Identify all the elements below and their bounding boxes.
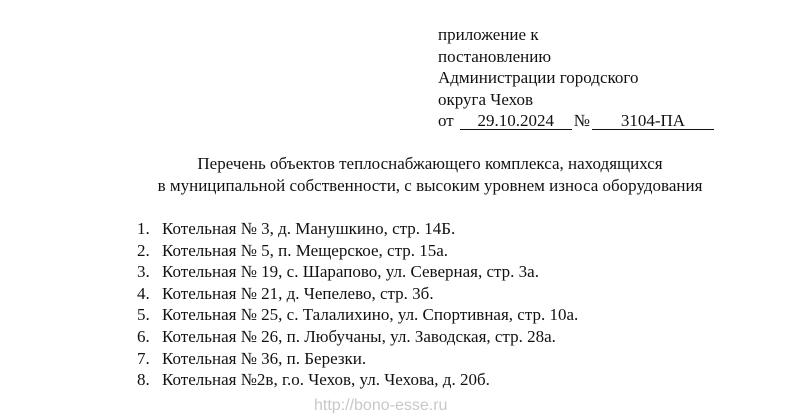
appendix-line-1: приложение к — [438, 25, 539, 44]
list-item-number: 8. — [137, 370, 150, 390]
document-title-line-1: Перечень объектов теплоснабжающего комплекса, находящихся — [197, 154, 663, 173]
list-item-text: Котельная № 25, с. Талалихино, ул. Спортивная, стр. 10а. — [162, 305, 579, 325]
list-item-text: Котельная № 21, д. Чепелево, стр. 3б. — [162, 283, 434, 303]
list-item-number: 6. — [137, 326, 150, 346]
appendix-line-4: округа Чехов — [438, 89, 534, 109]
list-item — [137, 218, 578, 240]
list-item-number: 5. — [137, 305, 150, 325]
appendix-line-2: постановлению — [438, 46, 552, 66]
list-item-text: Котельная № 36, п. Березки. — [162, 348, 367, 368]
boiler-list — [137, 218, 578, 391]
list-item — [137, 348, 578, 370]
list-item-text: Котельная № 5, п. Мещерское, стр. 15а. — [162, 240, 449, 260]
date-prefix: от — [438, 111, 454, 130]
watermark-url: http://bono-esse.ru — [314, 397, 448, 414]
appendix-block — [438, 24, 714, 132]
list-item-text: Котельная №2в, г.о. Чехов, ул. Чехова, д. 20б. — [162, 370, 490, 390]
list-item — [137, 326, 578, 348]
list-item — [137, 283, 578, 305]
resolution-date: 29.10.2024 — [460, 112, 572, 130]
list-item — [137, 369, 578, 391]
list-item-text: Котельная № 26, п. Любучаны, ул. Заводская, стр. 28а. — [162, 326, 556, 346]
list-item-number: 2. — [137, 240, 150, 260]
list-item-number: 7. — [137, 348, 150, 368]
document-title — [0, 153, 800, 196]
list-item — [137, 261, 578, 283]
list-item — [137, 240, 578, 262]
list-item — [137, 304, 578, 326]
appendix-date-line — [438, 110, 714, 132]
number-sign: № — [573, 111, 590, 130]
list-item-number: 4. — [137, 283, 150, 303]
list-item-text: Котельная № 19, с. Шарапово, ул. Северная, стр. 3а. — [162, 262, 539, 282]
document-title-line-2: в муниципальной собственности, с высоким уровнем износа оборудования — [157, 175, 703, 195]
list-item-number: 3. — [137, 262, 150, 282]
list-item-text: Котельная № 3, д. Манушкино, стр. 14Б. — [162, 219, 456, 238]
resolution-number: 3104-ПА — [592, 112, 714, 130]
list-item-number: 1. — [137, 219, 150, 238]
appendix-line-3: Администрации городского — [438, 68, 639, 87]
